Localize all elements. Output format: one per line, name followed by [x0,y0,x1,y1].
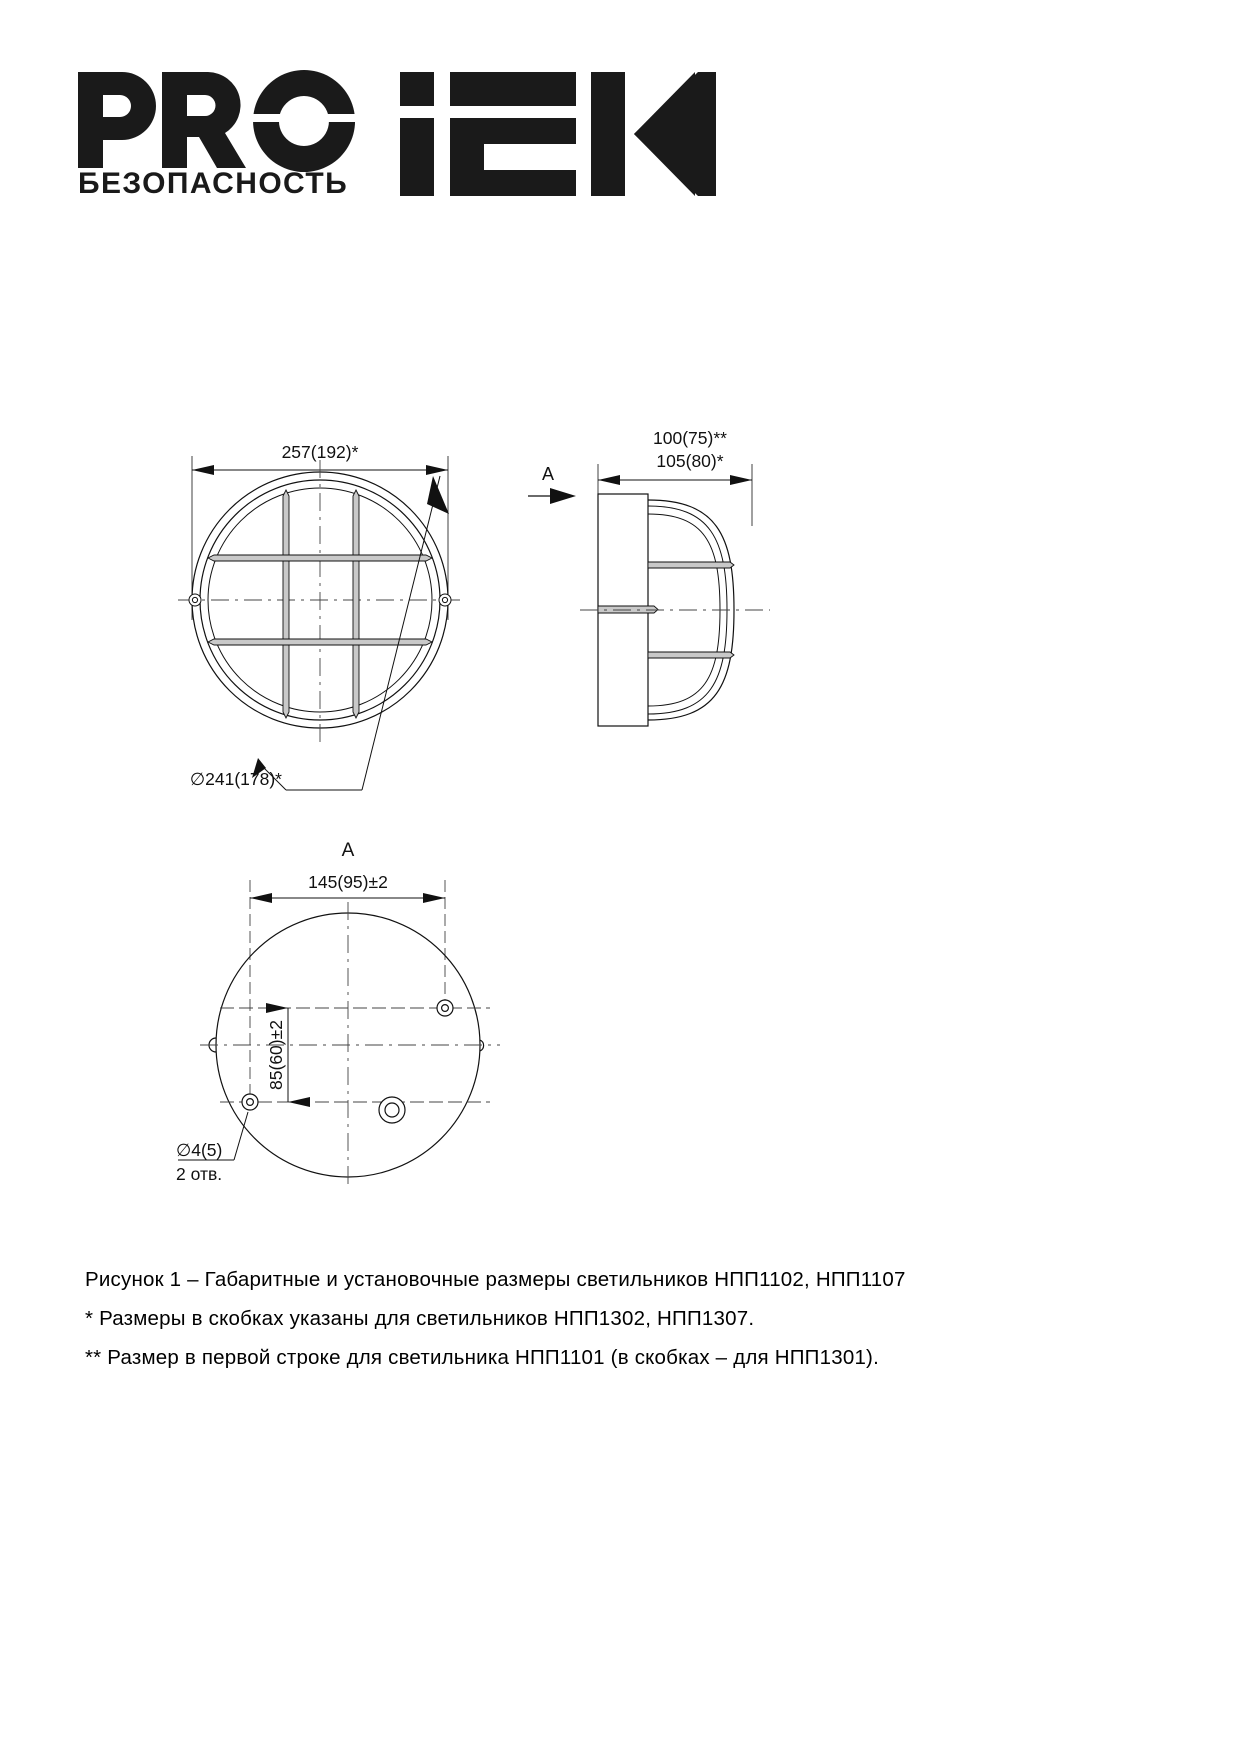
caption-footnote-2: ** Размер в первой строке для светильника НПП1101 (в скобках – для НПП1301). [85,1346,879,1369]
side-depth-secondary: 105(80)* [656,451,724,471]
hole-spacing-horizontal: 145(95)±2 [308,872,388,892]
logo-artwork [78,66,718,206]
front-width-dimension: 257(192)* [281,442,359,462]
view-a-drawing [160,830,520,1200]
view-a-arrow-label: A [541,464,555,484]
side-depth-primary: 100(75)** [653,428,727,448]
figure-caption [85,1265,1155,1382]
view-a-label: A [341,840,355,861]
hole-diameter-callout: ∅4(5) [176,1140,223,1160]
front-diameter-callout: ∅241(178)* [189,769,282,789]
front-view-drawing [150,430,510,830]
svg-text:БЕЗОПАСНОСТЬ: БЕЗОПАСНОСТЬ [78,167,349,200]
hole-spacing-vertical: 85(60)±2 [266,1020,286,1090]
side-view-drawing [520,430,840,770]
hole-count-callout: 2 отв. [176,1164,223,1184]
caption-title: Рисунок 1 – Габаритные и установочные размеры светильников НПП1102, НПП1107 [85,1268,906,1291]
brand-logo [78,66,718,206]
caption-footnote-1: * Размеры в скобках указаны для светильников НПП1302, НПП1307. [85,1307,755,1330]
